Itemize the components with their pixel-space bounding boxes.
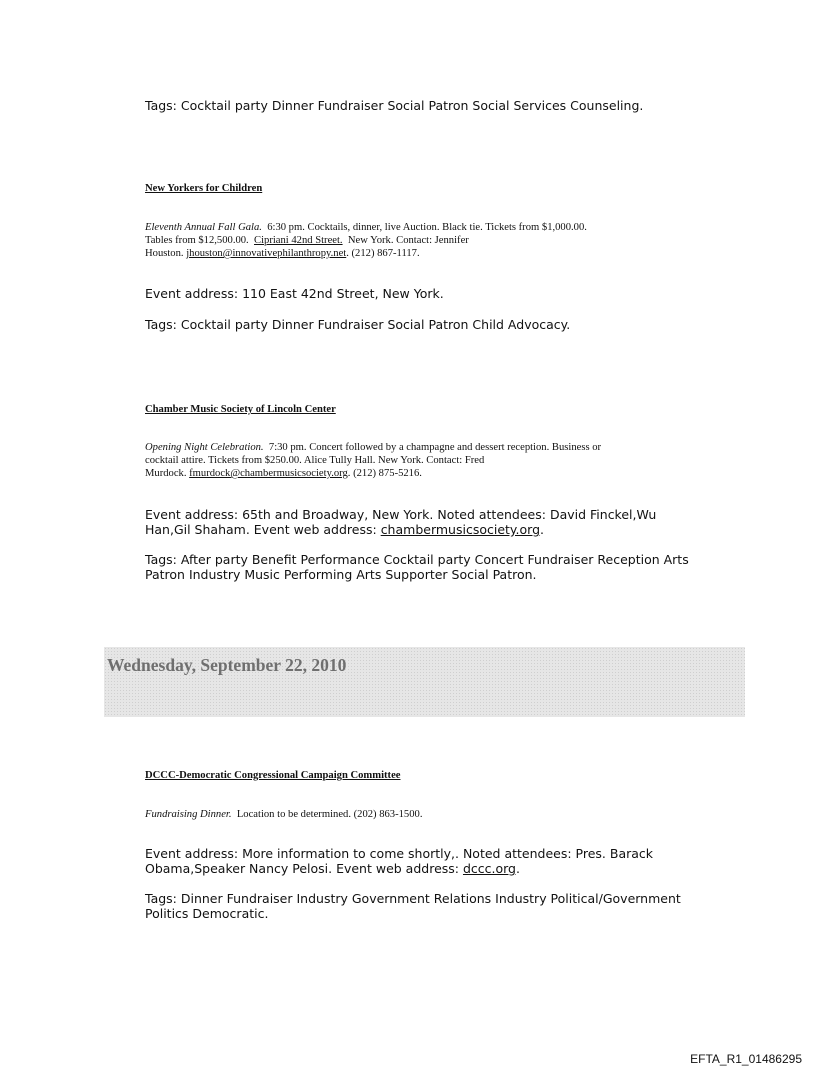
tags-line: Politics Democratic. — [145, 906, 269, 921]
event-info: Houston. — [145, 248, 184, 259]
tags-line: Tags: After party Benefit Performance Cocktail party Concert Fundraiser Reception Arts — [145, 552, 689, 567]
address-line: . — [516, 861, 520, 876]
event-tags — [145, 552, 705, 582]
event-details — [145, 808, 705, 821]
event-info: . (212) 867-1117. — [346, 248, 420, 259]
event-info: . (212) 875-5216. — [347, 468, 422, 479]
event-title: Fundraising Dinner. — [145, 809, 232, 820]
address-line: . — [540, 522, 544, 537]
address-line: Obama,Speaker Nancy Pelosi. Event web address: — [145, 861, 463, 876]
web-link[interactable]: dccc.org — [462, 861, 516, 876]
event-info: 6:30 pm. Cocktails, dinner, live Auction. Black tie. Tickets from $1,000.00. — [267, 222, 587, 233]
event-info: Murdock. — [145, 468, 187, 479]
date-banner — [104, 647, 745, 717]
event-tags: Tags: Cocktail party Dinner Fundraiser Social Patron Child Advocacy. — [145, 317, 571, 332]
event-address — [145, 507, 705, 537]
email-link[interactable]: jhouston@innovativephilanthropy.net — [186, 248, 347, 259]
web-link[interactable]: chambermusicsociety.org — [380, 522, 541, 537]
tags-line: Patron Industry Music Performing Arts Supporter Social Patron. — [145, 567, 537, 582]
tags-line: Tags: Dinner Fundraiser Industry Government Relations Industry Political/Government — [145, 891, 681, 906]
event-title: Opening Night Celebration. — [145, 442, 264, 453]
org-name[interactable]: Chamber Music Society of Lincoln Center — [145, 404, 336, 415]
event-details — [145, 221, 705, 260]
top-tags: Tags: Cocktail party Dinner Fundraiser Social Patron Social Services Counseling. — [145, 98, 644, 113]
event-address — [145, 846, 705, 876]
address-line: Event address: More information to come shortly,. Noted attendees: Pres. Barack — [145, 846, 654, 861]
event-title: Eleventh Annual Fall Gala. — [145, 222, 262, 233]
document-id: EFTA_R1_01486295 — [690, 1052, 802, 1066]
event-info: cocktail attire. Tickets from $250.00. Alice Tully Hall. New York. Contact: Fred — [145, 455, 485, 466]
org-name[interactable]: New Yorkers for Children — [145, 183, 263, 194]
date-heading: Wednesday, September 22, 2010 — [107, 655, 347, 675]
event-details — [145, 441, 705, 480]
event-info: Tables from $12,500.00. — [145, 235, 249, 246]
address-line: Event address: 65th and Broadway, New York. Noted attendees: David Finckel,Wu — [145, 507, 657, 522]
event-tags — [145, 891, 705, 921]
event-info: Location to be determined. (202) 863-1500. — [236, 809, 423, 820]
venue-link[interactable]: Cipriani 42nd Street. — [254, 235, 343, 246]
event-address: Event address: 110 East 42nd Street, New York. — [145, 286, 444, 301]
event-info: New York. Contact: Jennifer — [347, 235, 469, 246]
email-link[interactable]: fmurdock@chambermusicsociety.org — [189, 468, 348, 479]
org-name[interactable]: DCCC-Democratic Congressional Campaign Committee — [145, 770, 401, 781]
address-line: Han,Gil Shaham. Event web address: — [145, 522, 381, 537]
event-info: 7:30 pm. Concert followed by a champagne and dessert reception. Business or — [268, 442, 602, 453]
